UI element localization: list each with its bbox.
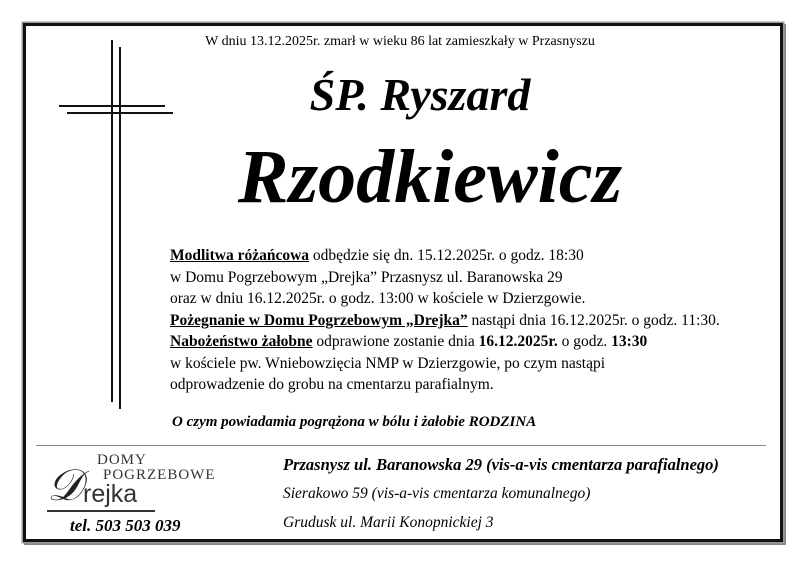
drejka-logo [45,452,215,517]
ceremony-details [170,245,720,396]
burial-info: odprowadzenie do grobu na cmentarzu parafialnym. [170,376,494,393]
logo-line2: POGRZEBOWE [103,467,216,483]
address-sierakowo: Sierakowo 59 (vis-a-vis cmentarza komunalnego) [283,485,591,502]
deceased-surname: Rzodkiewicz [237,135,623,219]
divider [36,445,766,446]
death-announcement: W dniu 13.12.2025r. zmarł w wieku 86 lat zamieszkały w Przasnyszu [205,34,595,49]
rosary-location: w Domu Pogrzebowym „Drejka” Przasnysz ul. Baranowska 29 [170,268,563,286]
address-grudusk: Grudusk ul. Marii Konopnickiej 3 [283,514,494,531]
deceased-first-name: ŚP. Ryszard [309,69,531,120]
rosary-second: oraz w dniu 16.12.2025r. o godz. 13:00 w kościele w Dzierzgowie. [170,290,586,307]
rosary-info: odbędzie się dn. 15.12.2025r. o godz. 18:30 [309,247,584,264]
church-info: w kościele pw. Wniebowzięcia NMP w Dzierzgowie, po czym nastąpi [170,354,606,372]
address-przasnysz: Przasnysz ul. Baranowska 29 (vis-a-vis cmentarza parafialnego) [283,455,719,474]
funeral-date: 16.12.2025r. [478,333,558,350]
farewell-label: Pożegnanie w Domu Pogrzebowym „Drejka” [170,311,468,329]
funeral-text-2: o godz. [557,333,612,350]
logo-line3: rejka [83,480,138,508]
funeral-time: 13:30 [611,333,648,350]
logo-monogram: 𝒟 [47,461,83,510]
phone-number: tel. 503 503 039 [70,516,181,535]
family-closing: O czym powiadamia pogrążona w bólu i żałobie RODZINA [172,414,537,430]
farewell-info: nastąpi dnia 16.12.2025r. o godz. 11:30. [467,311,720,329]
funeral-mass-label: Nabożeństwo żałobne [170,333,313,350]
funeral-text: odprawione zostanie dnia [312,333,479,350]
rosary-label: Modlitwa różańcowa [170,247,310,264]
logo-line1: DOMY [97,452,147,468]
